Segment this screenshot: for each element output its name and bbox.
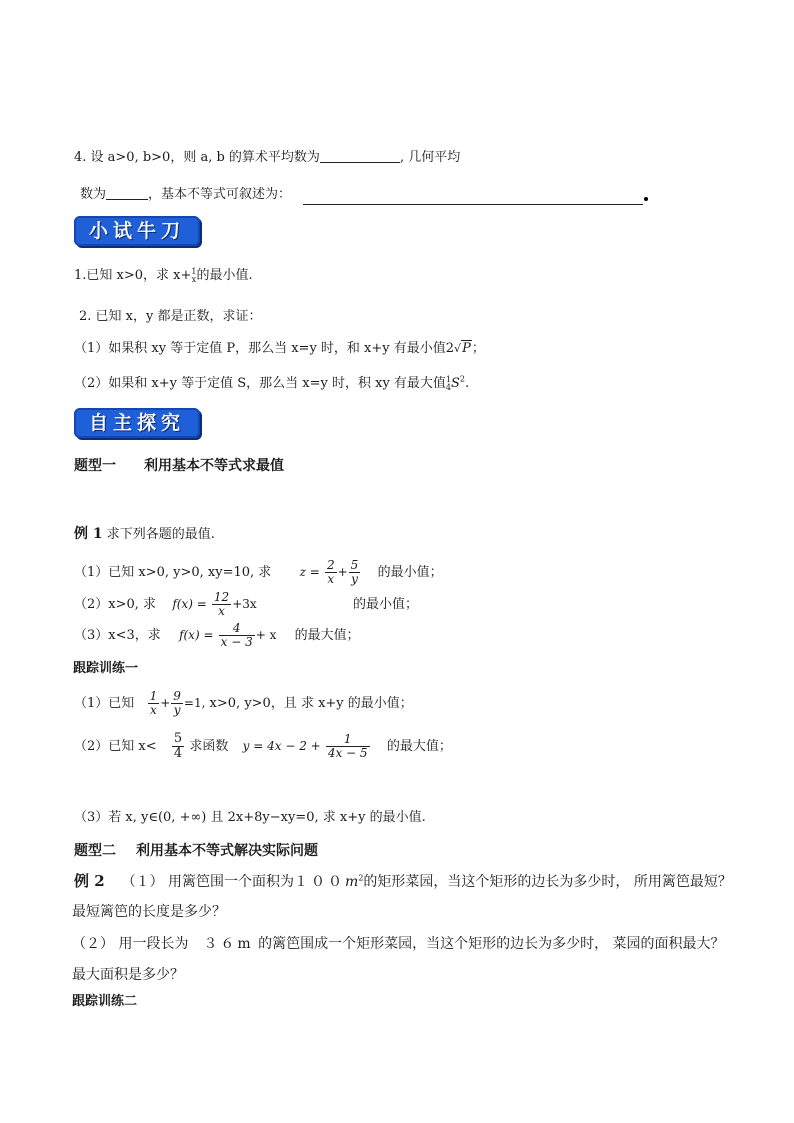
example2-q2-line1: （２） 用一段长为 ３６m 的篱笆围成一个矩形菜园，当这个矩形的边长为多少时， 菜园的面积最大？ [72, 936, 725, 952]
fraction-1-over-x: 1 x [191, 266, 197, 284]
track2-heading: 跟踪训练二 [72, 994, 138, 1009]
track1-q2: （2）已知 x< $\frac{5}{4}$ 求函数 y = 4x − 2 + $\frac{1}{4x - 5}$ 的最大值； [74, 731, 452, 761]
sqrt-p: P [462, 341, 471, 356]
try-problem-2-part1: （1）如果积 xy 等于定值 P，那么当 x=y 时，和 x+y 有最小值2√P； [74, 341, 485, 356]
example1-title: 例 1 求下列各题的最值. [74, 526, 215, 542]
q4-line1: 4. 设 a>0, b>0，则 a, b 的算术平均数为 , 几何平均 [74, 150, 461, 165]
example1-q3: （3）x<3，求 f(x) = $\frac{4}{x - 3}$ + x 的最大值； [74, 621, 360, 649]
track1-heading: 跟踪训练一 [73, 661, 139, 676]
fraction-1-over-4x-minus-5: $\frac{1}{4x - 5}$ [327, 732, 368, 760]
type2-heading: 题型二 利用基本不等式解决实际问题 [74, 843, 318, 859]
blank-geometric-mean[interactable] [106, 185, 148, 200]
fraction-one-quarter: 1 4 [445, 374, 452, 392]
blank-inequality-statement[interactable] [303, 204, 643, 205]
fraction-12-over-x: $\frac{12}{x}$ [213, 590, 230, 618]
period-dot [644, 197, 648, 201]
q4-line2: 数为 ，基本不等式可叙述为： [80, 187, 292, 202]
try-problem-2: 2. 已知 x，y 都是正数，求证： [79, 309, 262, 324]
track1-q3: （3）若 x, y∈(0, +∞) 且 2x+8y−xy=0, 求 x+y 的最小值. [74, 810, 426, 825]
example2-q1-line1: 例 2 （１） 用篱笆围一个面积为$100m^2$的矩形菜园，当这个矩形的边长为多少时， 所用篱笆最短？ [74, 872, 732, 890]
fraction-9-over-y: $\frac{9}{y}$ [173, 689, 181, 717]
banner-self-explore: 自主探究 [74, 408, 200, 438]
example2-q1-line2: 最短篱笆的长度是多少？ [72, 904, 226, 920]
try-problem-2-part2: （2）如果和 x+y 等于定值 S，那么当 x=y 时，积 xy 有最大值 1 4 $S^2$. [74, 374, 470, 392]
example1-q2: （2）x>0, 求 f(x) = $\frac{12}{x}$ +3x 的最小值； [74, 590, 418, 618]
example1-q1: （1）已知 x>0, y>0, xy=10, 求 z = $\frac{2}{x}$ + $\frac{5}{y}$ 的最小值； [74, 558, 443, 586]
fraction-1-over-x: $\frac{1}{x}$ [149, 689, 158, 717]
banner-practice: 小试牛刀 [74, 216, 200, 246]
try-problem-1: 1.已知 x>0，求 x+ 1 x 的最小值. [74, 266, 253, 284]
fraction-2-over-x: $\frac{2}{x}$ [326, 558, 335, 586]
blank-arithmetic-mean[interactable] [320, 148, 400, 163]
track1-q1: （1）已知 $\frac{1}{x}$ + $\frac{9}{y}$ =1, x>0, y>0，且 求 x+y 的最小值； [74, 689, 413, 717]
fraction-5-over-4: $\frac{5}{4}$ [173, 731, 183, 761]
type1-heading: 题型一 利用基本不等式求最值 [74, 458, 284, 474]
example2-q2-line2: 最大面积是多少？ [72, 967, 184, 983]
fraction-5-over-y: $\frac{5}{y}$ [350, 558, 359, 586]
fraction-4-over-x-minus-3: $\frac{4}{x - 3}$ [220, 621, 253, 649]
